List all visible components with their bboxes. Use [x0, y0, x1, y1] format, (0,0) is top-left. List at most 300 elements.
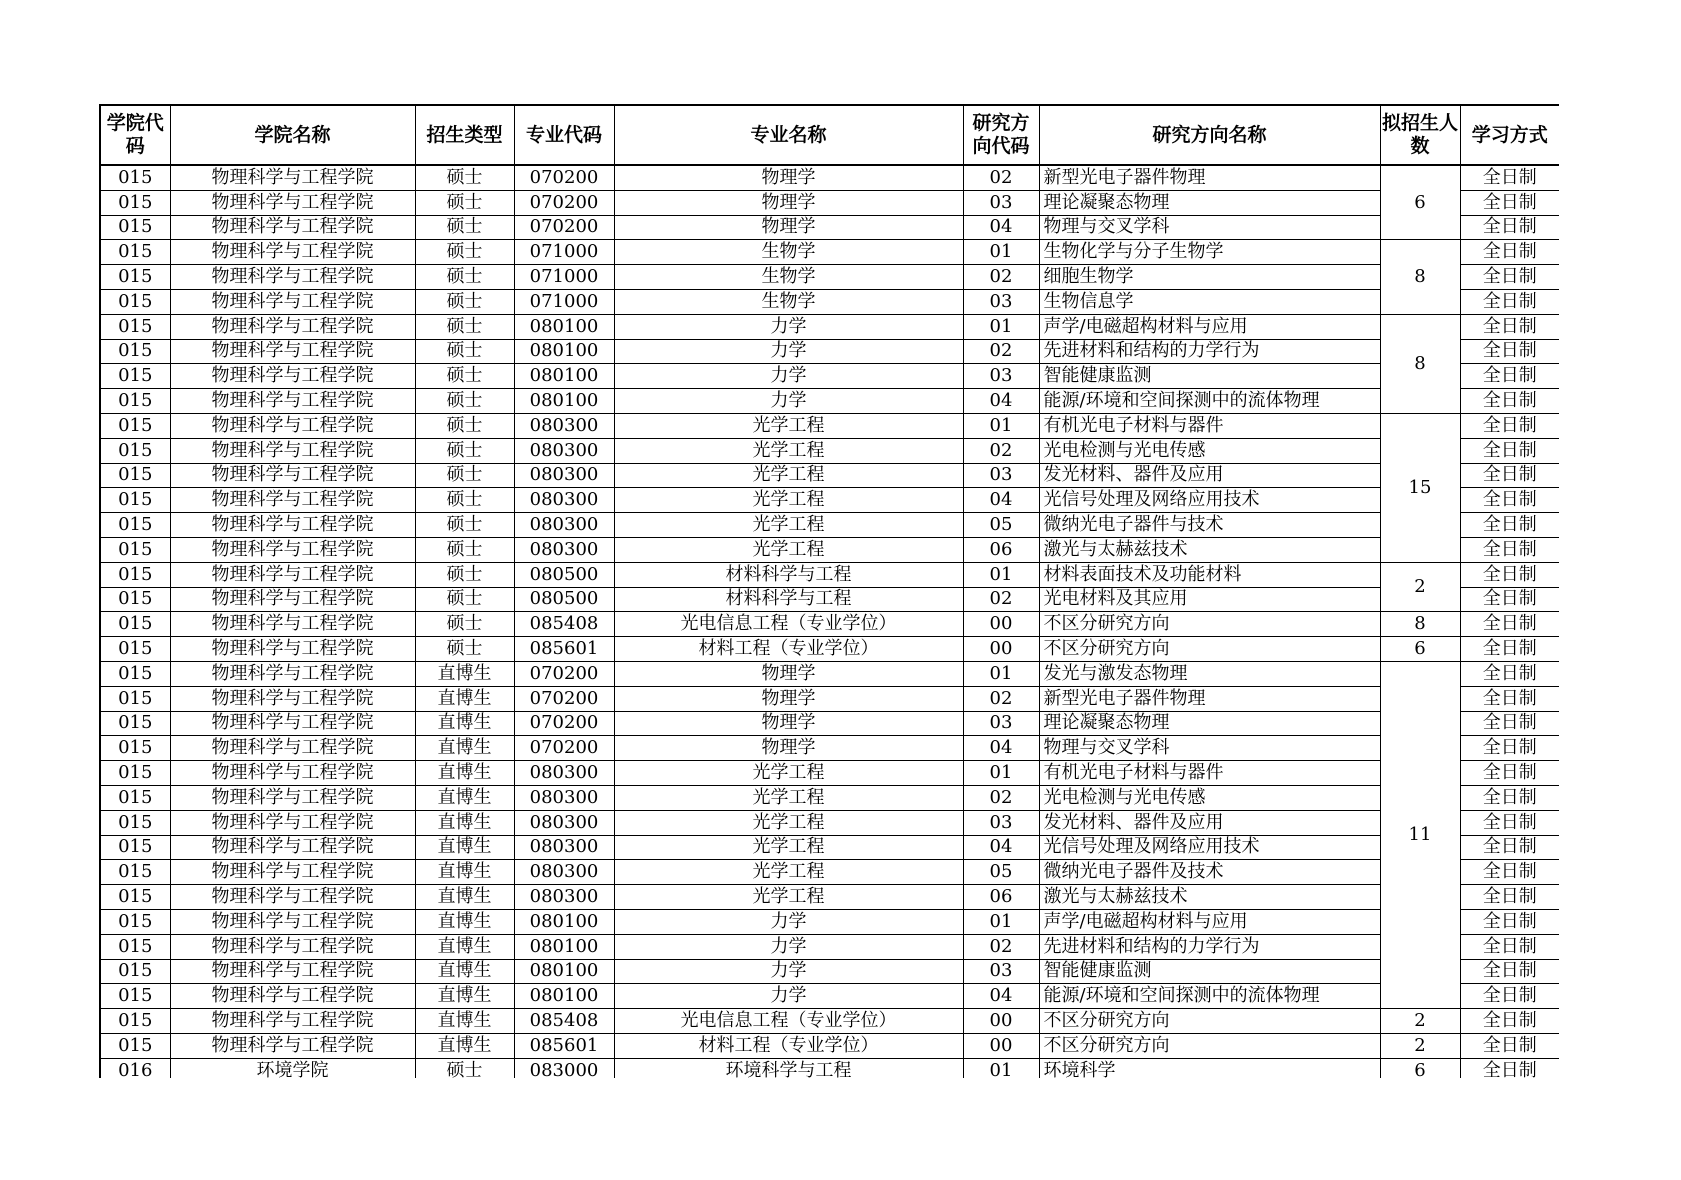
college-name-cell: 物理科学与工程学院 — [170, 488, 415, 513]
table-row — [100, 165, 1559, 190]
major-code-cell: 080300 — [514, 513, 614, 538]
college-name-cell: 物理科学与工程学院 — [170, 686, 415, 711]
direction-name-cell: 理论凝聚态物理 — [1039, 711, 1380, 736]
major-code-cell: 080300 — [514, 835, 614, 860]
table-row — [100, 686, 1559, 711]
direction-name-cell: 有机光电子材料与器件 — [1039, 413, 1380, 438]
enroll-type-cell: 硕士 — [415, 537, 514, 562]
table-row — [100, 240, 1559, 265]
major-name-cell: 物理学 — [614, 736, 963, 761]
direction-code-cell: 00 — [963, 612, 1039, 637]
major-code-cell: 080300 — [514, 761, 614, 786]
college-code-cell: 015 — [100, 438, 170, 463]
header-college-name: 学院名称 — [170, 105, 415, 165]
direction-name-cell: 环境科学 — [1039, 1058, 1380, 1078]
college-name-cell: 环境学院 — [170, 1058, 415, 1078]
major-name-cell: 材料科学与工程 — [614, 587, 963, 612]
header-major-name: 专业名称 — [614, 105, 963, 165]
college-name-cell: 物理科学与工程学院 — [170, 711, 415, 736]
major-code-cell: 080300 — [514, 463, 614, 488]
college-name-cell: 物理科学与工程学院 — [170, 860, 415, 885]
header-row — [100, 105, 1559, 165]
direction-code-cell: 01 — [963, 1058, 1039, 1078]
planned-count-cell: 8 — [1380, 240, 1460, 314]
college-code-cell: 015 — [100, 785, 170, 810]
college-name-cell: 物理科学与工程学院 — [170, 364, 415, 389]
study-mode-cell: 全日制 — [1460, 736, 1559, 761]
enroll-type-cell: 硕士 — [415, 389, 514, 414]
direction-code-cell: 03 — [963, 711, 1039, 736]
major-name-cell: 力学 — [614, 364, 963, 389]
study-mode-cell: 全日制 — [1460, 885, 1559, 910]
college-code-cell: 015 — [100, 165, 170, 190]
college-name-cell: 物理科学与工程学院 — [170, 562, 415, 587]
direction-code-cell: 04 — [963, 835, 1039, 860]
major-code-cell: 080300 — [514, 438, 614, 463]
direction-name-cell: 发光与激发态物理 — [1039, 661, 1380, 686]
major-name-cell: 光学工程 — [614, 463, 963, 488]
table-row — [100, 314, 1559, 339]
college-name-cell: 物理科学与工程学院 — [170, 835, 415, 860]
enroll-type-cell: 直博生 — [415, 959, 514, 984]
college-code-cell: 015 — [100, 190, 170, 215]
major-code-cell: 085601 — [514, 637, 614, 662]
table-row — [100, 339, 1559, 364]
major-code-cell: 080500 — [514, 587, 614, 612]
planned-count-cell: 15 — [1380, 413, 1460, 562]
college-code-cell: 015 — [100, 860, 170, 885]
direction-name-cell: 光信号处理及网络应用技术 — [1039, 488, 1380, 513]
study-mode-cell: 全日制 — [1460, 810, 1559, 835]
major-name-cell: 物理学 — [614, 215, 963, 240]
college-code-cell: 015 — [100, 909, 170, 934]
enroll-type-cell: 直博生 — [415, 711, 514, 736]
direction-code-cell: 03 — [963, 810, 1039, 835]
college-code-cell: 015 — [100, 215, 170, 240]
enroll-type-cell: 硕士 — [415, 364, 514, 389]
study-mode-cell: 全日制 — [1460, 215, 1559, 240]
header-college-code: 学院代码 — [100, 105, 170, 165]
study-mode-cell: 全日制 — [1460, 637, 1559, 662]
direction-name-cell: 声学/电磁超构材料与应用 — [1039, 314, 1380, 339]
major-code-cell: 080100 — [514, 909, 614, 934]
study-mode-cell: 全日制 — [1460, 711, 1559, 736]
college-code-cell: 015 — [100, 314, 170, 339]
study-mode-cell: 全日制 — [1460, 984, 1559, 1009]
study-mode-cell: 全日制 — [1460, 785, 1559, 810]
direction-name-cell: 激光与太赫兹技术 — [1039, 885, 1380, 910]
major-name-cell: 光学工程 — [614, 537, 963, 562]
direction-name-cell: 先进材料和结构的力学行为 — [1039, 339, 1380, 364]
college-name-cell: 物理科学与工程学院 — [170, 513, 415, 538]
enroll-type-cell: 硕士 — [415, 488, 514, 513]
study-mode-cell: 全日制 — [1460, 314, 1559, 339]
college-name-cell: 物理科学与工程学院 — [170, 165, 415, 190]
enroll-type-cell: 直博生 — [415, 909, 514, 934]
table-row — [100, 661, 1559, 686]
major-code-cell: 085408 — [514, 612, 614, 637]
enroll-type-cell: 硕士 — [415, 190, 514, 215]
direction-name-cell: 物理与交叉学科 — [1039, 215, 1380, 240]
major-code-cell: 083000 — [514, 1058, 614, 1078]
direction-code-cell: 03 — [963, 463, 1039, 488]
direction-name-cell: 光电检测与光电传感 — [1039, 438, 1380, 463]
college-code-cell: 015 — [100, 711, 170, 736]
direction-name-cell: 声学/电磁超构材料与应用 — [1039, 909, 1380, 934]
direction-code-cell: 02 — [963, 686, 1039, 711]
direction-name-cell: 光电检测与光电传感 — [1039, 785, 1380, 810]
major-name-cell: 光学工程 — [614, 413, 963, 438]
planned-count-cell: 6 — [1380, 637, 1460, 662]
major-code-cell: 085408 — [514, 1009, 614, 1034]
enroll-type-cell: 直博生 — [415, 686, 514, 711]
direction-name-cell: 理论凝聚态物理 — [1039, 190, 1380, 215]
study-mode-cell: 全日制 — [1460, 612, 1559, 637]
enroll-type-cell: 直博生 — [415, 785, 514, 810]
table-row — [100, 984, 1559, 1009]
direction-code-cell: 04 — [963, 488, 1039, 513]
college-code-cell: 015 — [100, 1033, 170, 1058]
enroll-type-cell: 直博生 — [415, 736, 514, 761]
college-name-cell: 物理科学与工程学院 — [170, 190, 415, 215]
study-mode-cell: 全日制 — [1460, 835, 1559, 860]
major-name-cell: 环境科学与工程 — [614, 1058, 963, 1078]
major-code-cell: 071000 — [514, 240, 614, 265]
table-container — [99, 104, 1559, 1078]
study-mode-cell: 全日制 — [1460, 934, 1559, 959]
major-name-cell: 力学 — [614, 314, 963, 339]
college-code-cell: 015 — [100, 612, 170, 637]
direction-code-cell: 02 — [963, 339, 1039, 364]
major-code-cell: 080300 — [514, 885, 614, 910]
table-row — [100, 959, 1559, 984]
direction-name-cell: 微纳光电子器件及技术 — [1039, 860, 1380, 885]
table-row — [100, 1009, 1559, 1034]
college-name-cell: 物理科学与工程学院 — [170, 761, 415, 786]
major-code-cell: 080100 — [514, 984, 614, 1009]
planned-count-cell: 2 — [1380, 1033, 1460, 1058]
major-code-cell: 071000 — [514, 265, 614, 290]
direction-name-cell: 先进材料和结构的力学行为 — [1039, 934, 1380, 959]
college-name-cell: 物理科学与工程学院 — [170, 438, 415, 463]
direction-code-cell: 04 — [963, 984, 1039, 1009]
header-direction-name: 研究方向名称 — [1039, 105, 1380, 165]
major-code-cell: 070200 — [514, 686, 614, 711]
college-code-cell: 015 — [100, 389, 170, 414]
direction-name-cell: 发光材料、器件及应用 — [1039, 810, 1380, 835]
college-code-cell: 015 — [100, 289, 170, 314]
direction-name-cell: 新型光电子器件物理 — [1039, 686, 1380, 711]
college-code-cell: 015 — [100, 810, 170, 835]
college-code-cell: 015 — [100, 339, 170, 364]
direction-code-cell: 01 — [963, 314, 1039, 339]
header-major-code: 专业代码 — [514, 105, 614, 165]
table-row — [100, 736, 1559, 761]
major-name-cell: 光电信息工程（专业学位） — [614, 612, 963, 637]
college-code-cell: 015 — [100, 637, 170, 662]
major-name-cell: 光学工程 — [614, 885, 963, 910]
header-direction-code: 研究方向代码 — [963, 105, 1039, 165]
study-mode-cell: 全日制 — [1460, 686, 1559, 711]
major-name-cell: 生物学 — [614, 265, 963, 290]
major-name-cell: 物理学 — [614, 190, 963, 215]
study-mode-cell: 全日制 — [1460, 240, 1559, 265]
table-row — [100, 587, 1559, 612]
table-body — [100, 165, 1559, 1078]
table-row — [100, 860, 1559, 885]
major-name-cell: 材料工程（专业学位） — [614, 1033, 963, 1058]
study-mode-cell: 全日制 — [1460, 761, 1559, 786]
enroll-type-cell: 硕士 — [415, 438, 514, 463]
direction-name-cell: 激光与太赫兹技术 — [1039, 537, 1380, 562]
major-code-cell: 070200 — [514, 711, 614, 736]
planned-count-cell: 11 — [1380, 661, 1460, 1008]
table-row — [100, 612, 1559, 637]
major-code-cell: 080300 — [514, 785, 614, 810]
college-code-cell: 016 — [100, 1058, 170, 1078]
direction-code-cell: 01 — [963, 562, 1039, 587]
study-mode-cell: 全日制 — [1460, 389, 1559, 414]
major-code-cell: 070200 — [514, 736, 614, 761]
enroll-type-cell: 硕士 — [415, 612, 514, 637]
study-mode-cell: 全日制 — [1460, 537, 1559, 562]
direction-code-cell: 04 — [963, 736, 1039, 761]
table-row — [100, 488, 1559, 513]
major-code-cell: 080100 — [514, 389, 614, 414]
study-mode-cell: 全日制 — [1460, 488, 1559, 513]
study-mode-cell: 全日制 — [1460, 513, 1559, 538]
college-code-cell: 015 — [100, 513, 170, 538]
study-mode-cell: 全日制 — [1460, 562, 1559, 587]
enroll-type-cell: 直博生 — [415, 761, 514, 786]
enroll-type-cell: 硕士 — [415, 587, 514, 612]
direction-code-cell: 02 — [963, 438, 1039, 463]
direction-code-cell: 06 — [963, 885, 1039, 910]
direction-name-cell: 光信号处理及网络应用技术 — [1039, 835, 1380, 860]
table-row — [100, 190, 1559, 215]
major-code-cell: 080100 — [514, 934, 614, 959]
enroll-type-cell: 硕士 — [415, 637, 514, 662]
college-name-cell: 物理科学与工程学院 — [170, 959, 415, 984]
major-name-cell: 材料工程（专业学位） — [614, 637, 963, 662]
major-name-cell: 力学 — [614, 339, 963, 364]
college-name-cell: 物理科学与工程学院 — [170, 736, 415, 761]
major-name-cell: 力学 — [614, 984, 963, 1009]
direction-name-cell: 微纳光电子器件与技术 — [1039, 513, 1380, 538]
enroll-type-cell: 硕士 — [415, 513, 514, 538]
direction-name-cell: 不区分研究方向 — [1039, 637, 1380, 662]
major-code-cell: 085601 — [514, 1033, 614, 1058]
college-code-cell: 015 — [100, 463, 170, 488]
study-mode-cell: 全日制 — [1460, 364, 1559, 389]
college-name-cell: 物理科学与工程学院 — [170, 1033, 415, 1058]
direction-name-cell: 智能健康监测 — [1039, 364, 1380, 389]
college-name-cell: 物理科学与工程学院 — [170, 909, 415, 934]
major-code-cell: 080100 — [514, 959, 614, 984]
major-name-cell: 光学工程 — [614, 513, 963, 538]
major-code-cell: 080300 — [514, 488, 614, 513]
enroll-type-cell: 硕士 — [415, 215, 514, 240]
direction-code-cell: 00 — [963, 1033, 1039, 1058]
direction-name-cell: 能源/环境和空间探测中的流体物理 — [1039, 984, 1380, 1009]
college-code-cell: 015 — [100, 959, 170, 984]
direction-code-cell: 02 — [963, 934, 1039, 959]
major-code-cell: 080300 — [514, 860, 614, 885]
direction-code-cell: 00 — [963, 637, 1039, 662]
direction-name-cell: 发光材料、器件及应用 — [1039, 463, 1380, 488]
college-code-cell: 015 — [100, 562, 170, 587]
direction-name-cell: 不区分研究方向 — [1039, 1009, 1380, 1034]
enroll-type-cell: 直博生 — [415, 934, 514, 959]
college-code-cell: 015 — [100, 488, 170, 513]
major-code-cell: 080300 — [514, 413, 614, 438]
enroll-type-cell: 直博生 — [415, 1033, 514, 1058]
enroll-type-cell: 硕士 — [415, 165, 514, 190]
planned-count-cell: 2 — [1380, 1009, 1460, 1034]
college-code-cell: 015 — [100, 240, 170, 265]
study-mode-cell: 全日制 — [1460, 265, 1559, 290]
study-mode-cell: 全日制 — [1460, 463, 1559, 488]
direction-name-cell: 生物信息学 — [1039, 289, 1380, 314]
college-name-cell: 物理科学与工程学院 — [170, 537, 415, 562]
college-code-cell: 015 — [100, 587, 170, 612]
college-name-cell: 物理科学与工程学院 — [170, 885, 415, 910]
planned-count-cell: 6 — [1380, 1058, 1460, 1078]
header-study-mode: 学习方式 — [1460, 105, 1559, 165]
major-name-cell: 材料科学与工程 — [614, 562, 963, 587]
college-code-cell: 015 — [100, 761, 170, 786]
major-name-cell: 光学工程 — [614, 860, 963, 885]
table-row — [100, 562, 1559, 587]
table-row — [100, 711, 1559, 736]
major-name-cell: 生物学 — [614, 289, 963, 314]
study-mode-cell: 全日制 — [1460, 289, 1559, 314]
study-mode-cell: 全日制 — [1460, 165, 1559, 190]
study-mode-cell: 全日制 — [1460, 1009, 1559, 1034]
enroll-type-cell: 硕士 — [415, 314, 514, 339]
enroll-type-cell: 直博生 — [415, 661, 514, 686]
college-name-cell: 物理科学与工程学院 — [170, 413, 415, 438]
major-name-cell: 力学 — [614, 909, 963, 934]
table-row — [100, 364, 1559, 389]
study-mode-cell: 全日制 — [1460, 661, 1559, 686]
table-row — [100, 413, 1559, 438]
major-code-cell: 070200 — [514, 190, 614, 215]
college-name-cell: 物理科学与工程学院 — [170, 389, 415, 414]
direction-code-cell: 03 — [963, 289, 1039, 314]
study-mode-cell: 全日制 — [1460, 339, 1559, 364]
enroll-type-cell: 硕士 — [415, 413, 514, 438]
enroll-type-cell: 直博生 — [415, 1009, 514, 1034]
study-mode-cell: 全日制 — [1460, 1058, 1559, 1078]
direction-code-cell: 01 — [963, 413, 1039, 438]
direction-name-cell: 材料表面技术及功能材料 — [1039, 562, 1380, 587]
college-name-cell: 物理科学与工程学院 — [170, 934, 415, 959]
college-code-cell: 015 — [100, 835, 170, 860]
direction-code-cell: 01 — [963, 761, 1039, 786]
table-row — [100, 438, 1559, 463]
direction-code-cell: 02 — [963, 165, 1039, 190]
major-code-cell: 080100 — [514, 364, 614, 389]
study-mode-cell: 全日制 — [1460, 413, 1559, 438]
major-code-cell: 070200 — [514, 661, 614, 686]
college-name-cell: 物理科学与工程学院 — [170, 810, 415, 835]
college-code-cell: 015 — [100, 265, 170, 290]
direction-code-cell: 00 — [963, 1009, 1039, 1034]
enroll-type-cell: 直博生 — [415, 810, 514, 835]
table-row — [100, 1058, 1559, 1078]
table-row — [100, 637, 1559, 662]
study-mode-cell: 全日制 — [1460, 1033, 1559, 1058]
major-name-cell: 光电信息工程（专业学位） — [614, 1009, 963, 1034]
major-name-cell: 力学 — [614, 389, 963, 414]
major-name-cell: 光学工程 — [614, 785, 963, 810]
enroll-type-cell: 硕士 — [415, 1058, 514, 1078]
enroll-type-cell: 硕士 — [415, 240, 514, 265]
direction-code-cell: 01 — [963, 909, 1039, 934]
table-row — [100, 215, 1559, 240]
major-name-cell: 力学 — [614, 934, 963, 959]
major-name-cell: 物理学 — [614, 661, 963, 686]
direction-code-cell: 03 — [963, 959, 1039, 984]
college-name-cell: 物理科学与工程学院 — [170, 637, 415, 662]
college-code-cell: 015 — [100, 537, 170, 562]
direction-name-cell: 有机光电子材料与器件 — [1039, 761, 1380, 786]
college-name-cell: 物理科学与工程学院 — [170, 587, 415, 612]
enroll-type-cell: 硕士 — [415, 463, 514, 488]
enroll-type-cell: 硕士 — [415, 562, 514, 587]
enrollment-table — [99, 104, 1559, 1078]
enroll-type-cell: 硕士 — [415, 289, 514, 314]
major-name-cell: 光学工程 — [614, 810, 963, 835]
major-code-cell: 080500 — [514, 562, 614, 587]
college-name-cell: 物理科学与工程学院 — [170, 240, 415, 265]
header-planned: 拟招生人数 — [1380, 105, 1460, 165]
planned-count-cell: 8 — [1380, 314, 1460, 413]
table-row — [100, 909, 1559, 934]
study-mode-cell: 全日制 — [1460, 587, 1559, 612]
major-name-cell: 光学工程 — [614, 835, 963, 860]
major-name-cell: 物理学 — [614, 165, 963, 190]
major-code-cell: 071000 — [514, 289, 614, 314]
major-code-cell: 080300 — [514, 810, 614, 835]
college-code-cell: 015 — [100, 661, 170, 686]
table-row — [100, 810, 1559, 835]
major-name-cell: 物理学 — [614, 711, 963, 736]
major-code-cell: 080100 — [514, 314, 614, 339]
college-name-cell: 物理科学与工程学院 — [170, 661, 415, 686]
college-name-cell: 物理科学与工程学院 — [170, 785, 415, 810]
major-name-cell: 力学 — [614, 959, 963, 984]
college-name-cell: 物理科学与工程学院 — [170, 1009, 415, 1034]
college-code-cell: 015 — [100, 885, 170, 910]
college-name-cell: 物理科学与工程学院 — [170, 215, 415, 240]
direction-code-cell: 03 — [963, 364, 1039, 389]
direction-code-cell: 03 — [963, 190, 1039, 215]
study-mode-cell: 全日制 — [1460, 860, 1559, 885]
direction-name-cell: 物理与交叉学科 — [1039, 736, 1380, 761]
table-row — [100, 761, 1559, 786]
college-name-cell: 物理科学与工程学院 — [170, 984, 415, 1009]
study-mode-cell: 全日制 — [1460, 959, 1559, 984]
major-code-cell: 080100 — [514, 339, 614, 364]
direction-code-cell: 04 — [963, 389, 1039, 414]
enroll-type-cell: 硕士 — [415, 265, 514, 290]
direction-code-cell: 05 — [963, 513, 1039, 538]
direction-name-cell: 能源/环境和空间探测中的流体物理 — [1039, 389, 1380, 414]
college-name-cell: 物理科学与工程学院 — [170, 289, 415, 314]
direction-code-cell: 06 — [963, 537, 1039, 562]
